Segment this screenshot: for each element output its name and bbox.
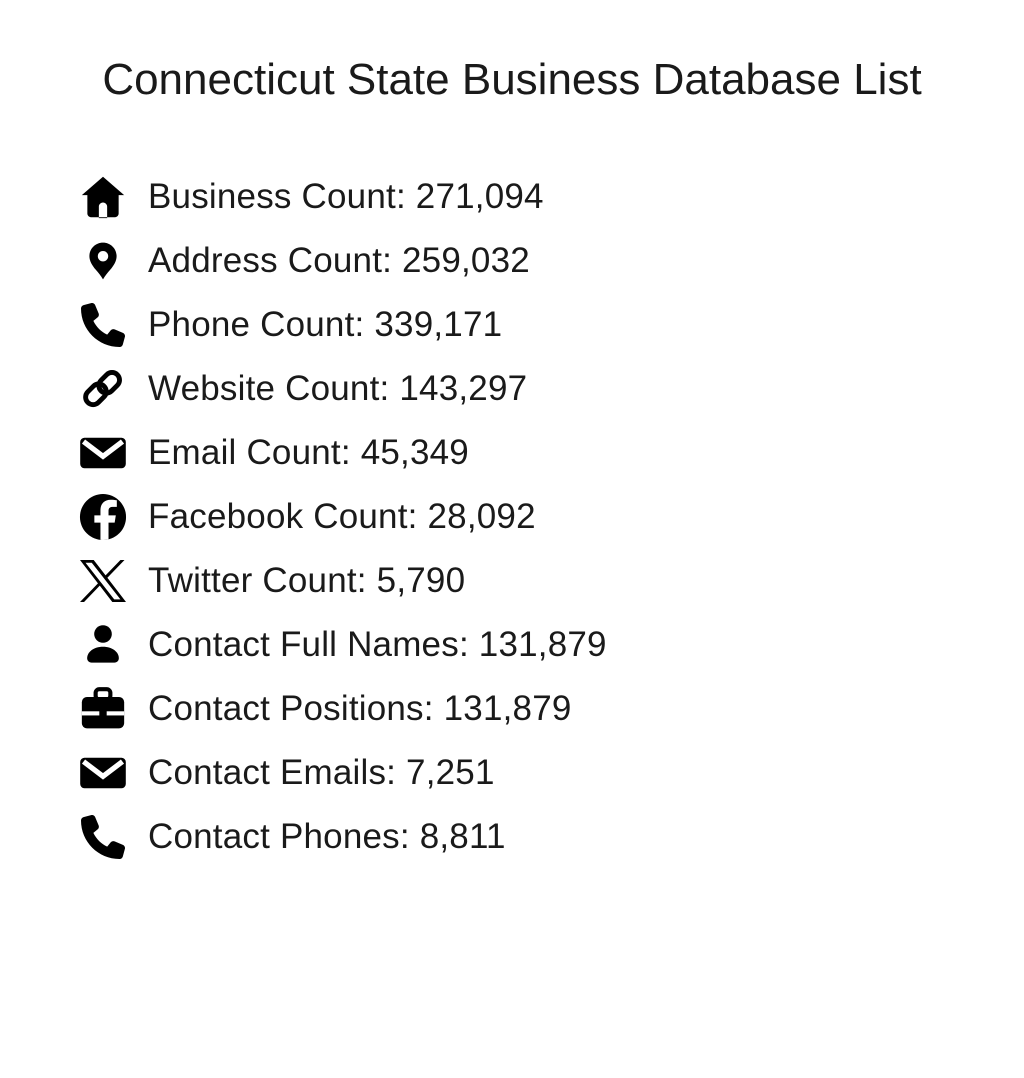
- stat-label: Email Count: [148, 433, 341, 473]
- user-icon: [78, 617, 128, 673]
- stat-separator: :: [395, 177, 416, 217]
- stat-row-email-count: [78, 421, 1024, 485]
- stat-row-twitter-count: [78, 549, 1024, 613]
- phone-icon: [78, 809, 128, 865]
- stat-value: 5,790: [376, 561, 466, 601]
- stat-row-contact-emails: [78, 741, 1024, 805]
- stat-label: Facebook Count: [148, 497, 408, 537]
- stat-text: [148, 497, 536, 537]
- stat-value: 131,879: [443, 689, 572, 729]
- stat-label: Contact Full Names: [148, 625, 459, 665]
- stat-separator: :: [340, 433, 361, 473]
- stat-label: Phone Count: [148, 305, 355, 345]
- stat-row-contact-full-names: [78, 613, 1024, 677]
- stat-separator: :: [386, 753, 407, 793]
- envelope-icon: [78, 425, 128, 481]
- facebook-icon: [78, 489, 128, 545]
- stat-text: [148, 817, 506, 857]
- stat-value: 28,092: [427, 497, 536, 537]
- x-twitter-icon: [78, 553, 128, 609]
- stat-row-website-count: [78, 357, 1024, 421]
- stat-text: [148, 561, 465, 601]
- briefcase-icon: [78, 681, 128, 737]
- stat-row-address-count: [78, 229, 1024, 293]
- location-pin-icon: [78, 233, 128, 289]
- stat-row-business-count: [78, 165, 1024, 229]
- stat-value: 8,811: [419, 817, 506, 857]
- page-title: Connecticut State Business Database List: [102, 55, 922, 104]
- stat-row-contact-phones: [78, 805, 1024, 869]
- stat-row-contact-positions: [78, 677, 1024, 741]
- stat-separator: :: [407, 497, 428, 537]
- stat-value: 271,094: [415, 177, 544, 217]
- link-icon: [78, 361, 128, 417]
- stat-text: [148, 241, 530, 281]
- home-icon: [78, 169, 128, 225]
- stat-text: [148, 177, 544, 217]
- stat-label: Business Count: [148, 177, 396, 217]
- stat-value: 143,297: [399, 369, 528, 409]
- stat-separator: :: [423, 689, 444, 729]
- stat-text: [148, 369, 527, 409]
- envelope-icon: [78, 745, 128, 801]
- stat-label: Twitter Count: [148, 561, 357, 601]
- stat-text: [148, 305, 502, 345]
- stats-list: [0, 165, 1024, 869]
- stat-separator: :: [382, 241, 402, 281]
- stat-text: [148, 689, 572, 729]
- stat-text: [148, 433, 469, 473]
- stat-label: Address Count: [148, 241, 383, 281]
- stat-value: 259,032: [401, 241, 530, 281]
- stat-separator: :: [379, 369, 400, 409]
- stat-text: [148, 625, 607, 665]
- stat-text: [148, 753, 495, 793]
- stat-label: Contact Phones: [148, 817, 400, 857]
- stat-separator: :: [354, 305, 375, 345]
- stat-label: Website Count: [148, 369, 380, 409]
- phone-icon: [78, 297, 128, 353]
- stat-value: 131,879: [478, 625, 607, 665]
- stat-label: Contact Positions: [148, 689, 424, 729]
- stat-separator: :: [356, 561, 377, 601]
- stat-row-phone-count: [78, 293, 1024, 357]
- stat-row-facebook-count: [78, 485, 1024, 549]
- stat-separator: :: [458, 625, 479, 665]
- stat-value: 339,171: [374, 305, 503, 345]
- stat-value: 7,251: [406, 753, 495, 793]
- stat-value: 45,349: [360, 433, 469, 473]
- stat-separator: :: [399, 817, 420, 857]
- stat-label: Contact Emails: [148, 753, 387, 793]
